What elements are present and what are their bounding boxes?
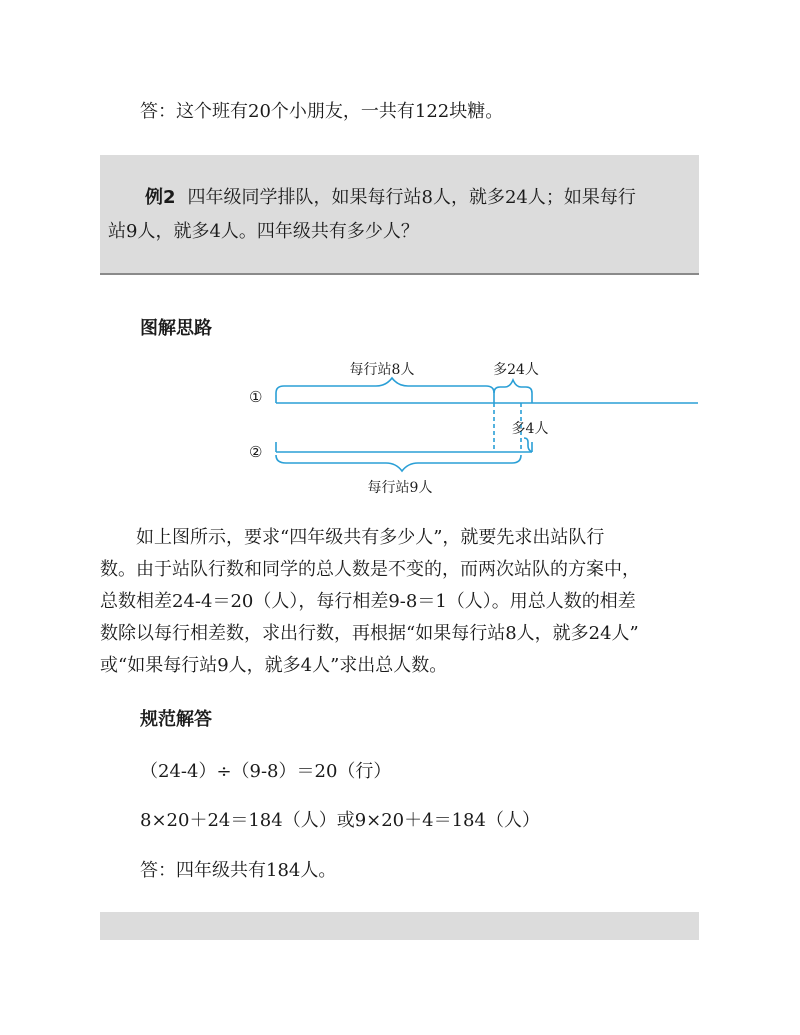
explanation-line-2: 数。由于站队行数和同学的总人数是不变的，而两次站队的方案中，: [100, 559, 640, 580]
previous-answer: 答：这个班有20个小朋友，一共有122块糖。: [140, 101, 504, 122]
brace-bottom-9-per-row: [276, 455, 521, 471]
example-label: 例2: [145, 187, 176, 208]
explanation-line-5: 或“如果每行站9人，就多4人”求出总人数。: [100, 655, 448, 676]
diagram-heading: 图解思路: [140, 318, 212, 339]
solution-answer: 答：四年级共有184人。: [140, 860, 337, 881]
example-problem-part2: 站9人，就多4人。四年级共有多少人？: [108, 221, 419, 242]
example-box: [100, 155, 699, 275]
explanation-paragraph: [100, 522, 700, 682]
label-extra-24: 多24人: [493, 362, 539, 378]
solution-step-2: 8×20＋24＝184（人）或9×20＋4＝184（人）: [140, 810, 540, 831]
next-example-box: [100, 912, 699, 940]
brace-top-8-per-row: [276, 378, 494, 393]
explanation-line-4: 数除以每行相差数，求出行数，再根据“如果每行站8人，就多24人”: [100, 623, 639, 644]
example-line-1: [100, 183, 699, 209]
solution-heading: 规范解答: [140, 709, 212, 730]
row2-marker: ②: [249, 443, 263, 461]
example-problem-part1: 四年级同学排队，如果每行站8人，就多24人；如果每行: [187, 187, 636, 208]
brace-right-extra-4: [524, 438, 532, 452]
explanation-line-3: 总数相差24-4＝20（人），每行相差9-8＝1（人）。用总人数的相差: [100, 591, 636, 612]
label-extra-4: 多4人: [511, 421, 549, 437]
brace-top-extra-24: [494, 380, 532, 393]
row1-marker: ①: [249, 388, 263, 406]
label-8-per-row: 每行站8人: [349, 362, 415, 378]
explanation-line-1: 如上图所示，要求“四年级共有多少人”，就要先求出站队行: [136, 527, 605, 548]
label-9-per-row: 每行站9人: [367, 480, 433, 496]
solution-step-1: （24-4）÷（9-8）＝20（行）: [140, 761, 392, 782]
